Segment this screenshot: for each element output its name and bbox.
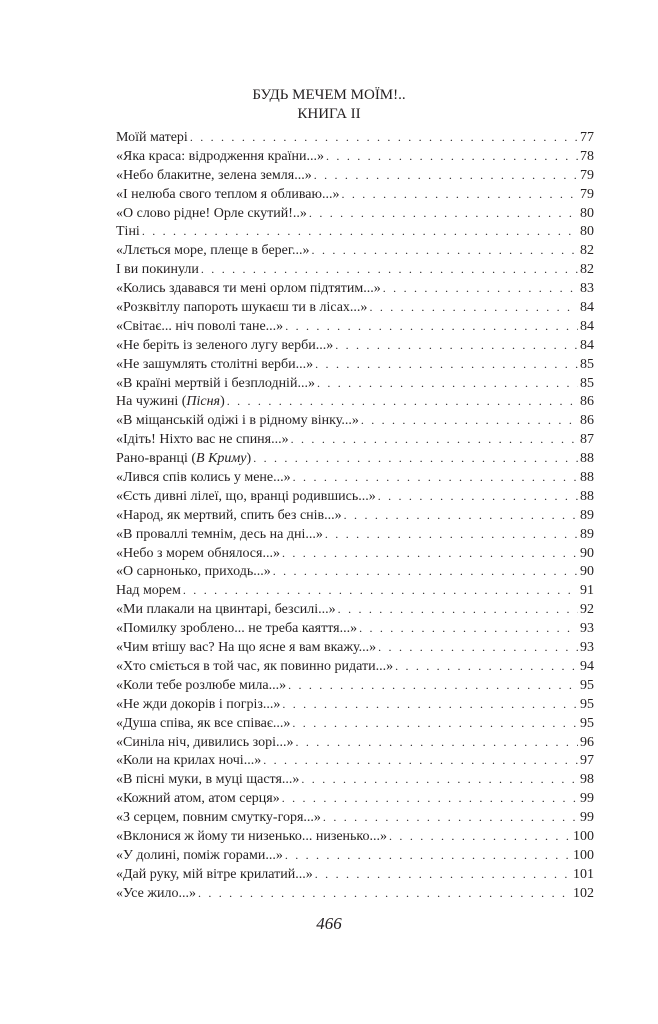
toc-entry xyxy=(116,808,594,827)
dot-leader xyxy=(323,808,578,827)
toc-entry xyxy=(116,411,594,430)
toc-entry xyxy=(116,204,594,223)
toc-entry-title: «В проваллі темнім, десь на дні...» xyxy=(116,526,323,542)
dot-leader xyxy=(291,430,578,449)
dot-leader xyxy=(369,298,578,317)
dot-leader xyxy=(190,128,578,147)
toc-entry-title: «Небо блакитне, зелена земля...» xyxy=(116,167,312,183)
toc-entry-title: Тіні xyxy=(116,224,140,240)
toc-entry-page: 80 xyxy=(580,205,594,221)
toc-entry xyxy=(116,355,594,374)
toc-entry-page: 98 xyxy=(580,772,594,788)
toc-entry-title: «О слово рідне! Орле скутий!..» xyxy=(116,205,307,221)
dot-leader xyxy=(383,279,578,298)
toc-entry-page: 100 xyxy=(573,828,594,844)
toc-entry-page: 93 xyxy=(580,621,594,637)
toc-entry-title: «В пісні муки, в муці щастя...» xyxy=(116,772,300,788)
toc-entry xyxy=(116,336,594,355)
toc-entry xyxy=(116,884,594,903)
toc-entry-title: «Народ, як мертвий, спить без снів...» xyxy=(116,507,342,523)
toc-entry xyxy=(116,430,594,449)
toc-entry-page: 97 xyxy=(580,753,594,769)
dot-leader xyxy=(361,411,578,430)
toc-entry xyxy=(116,846,594,865)
toc-entry xyxy=(116,638,594,657)
dot-leader xyxy=(295,733,578,752)
dot-leader xyxy=(378,638,578,657)
toc-entry xyxy=(116,317,594,336)
toc-entry xyxy=(116,676,594,695)
toc-entry-page: 80 xyxy=(580,224,594,240)
toc-entry-title: Рано-вранці (В Криму) xyxy=(116,451,252,467)
dot-leader xyxy=(253,449,578,468)
toc-entry-page: 95 xyxy=(580,696,594,712)
section-subtitle: КНИГА ІІ xyxy=(297,106,361,122)
toc-entry xyxy=(116,714,594,733)
toc-entry-title: «Яка краса: відродження країни...» xyxy=(116,148,325,164)
toc-entry xyxy=(116,468,594,487)
dot-leader xyxy=(326,147,578,166)
dot-leader xyxy=(317,374,578,393)
toc-entry-title: «Ідіть! Ніхто вас не спиня...» xyxy=(116,432,289,448)
toc-entry xyxy=(116,374,594,393)
toc-entry-title: «В міщанській одіжі і в рідному вінку...» xyxy=(116,413,359,429)
toc-entry-page: 90 xyxy=(580,564,594,580)
toc-entry-title: І ви покинули xyxy=(116,262,199,278)
dot-leader xyxy=(282,789,578,808)
toc-entry xyxy=(116,544,594,563)
toc-entry xyxy=(116,695,594,714)
toc-entry-title: «Ллється море, плеще в берег...» xyxy=(116,243,310,259)
toc-entry-page: 84 xyxy=(580,337,594,353)
toc-entry-page: 94 xyxy=(580,658,594,674)
toc-entry xyxy=(116,562,594,581)
section-heading xyxy=(0,86,658,124)
dot-leader xyxy=(325,525,578,544)
toc-entry-title: «Хто сміється в той час, як повинно ридати...» xyxy=(116,658,394,674)
toc-entry xyxy=(116,865,594,884)
dot-leader xyxy=(315,865,571,884)
section-title: БУДЬ МЕЧЕМ МОЇМ!.. xyxy=(252,87,406,103)
toc-entry-title: «Не жди докорів і погріз...» xyxy=(116,696,281,712)
toc-entry-title: «Лився спів колись у мене...» xyxy=(116,470,291,486)
toc-entry-title: «Коли на крилах ночі...» xyxy=(116,753,262,769)
toc-entry-page: 83 xyxy=(580,281,594,297)
table-of-contents xyxy=(116,128,594,903)
dot-leader xyxy=(359,619,578,638)
toc-entry-title: «У долині, поміж горами...» xyxy=(116,847,283,863)
toc-entry-title: «Єсть дивні лілеї, що, вранці родившись...» xyxy=(116,488,376,504)
dot-leader xyxy=(292,714,578,733)
toc-entry-page: 100 xyxy=(573,847,594,863)
dot-leader xyxy=(344,506,578,525)
toc-entry xyxy=(116,222,594,241)
toc-entry-title: «Вклонися ж йому ти низенько... низенько...» xyxy=(116,828,388,844)
toc-entry-title: «О сарнонько, приходь...» xyxy=(116,564,271,580)
dot-leader xyxy=(314,166,578,185)
dot-leader xyxy=(341,185,578,204)
dot-leader xyxy=(301,770,578,789)
toc-entry-title: «Ми плакали на цвинтарі, безсилі...» xyxy=(116,602,336,618)
toc-entry xyxy=(116,827,594,846)
dot-leader xyxy=(335,336,578,355)
toc-entry xyxy=(116,657,594,676)
toc-entry xyxy=(116,789,594,808)
toc-entry-page: 96 xyxy=(580,734,594,750)
dot-leader xyxy=(285,317,578,336)
dot-leader xyxy=(389,827,571,846)
toc-entry-page: 77 xyxy=(580,130,594,145)
toc-entry xyxy=(116,128,594,147)
toc-entry xyxy=(116,600,594,619)
toc-entry xyxy=(116,770,594,789)
dot-leader xyxy=(338,600,578,619)
toc-entry-title: «Не зашумлять столітні верби...» xyxy=(116,356,314,372)
toc-entry-title: «Коли тебе розлюбе мила...» xyxy=(116,677,287,693)
toc-entry-title: «Чим втішу вас? На що ясне я вам вкажу...» xyxy=(116,640,377,656)
toc-entry-page: 92 xyxy=(580,602,594,618)
toc-entry-page: 91 xyxy=(580,583,594,599)
toc-entry xyxy=(116,487,594,506)
dot-leader xyxy=(315,355,578,374)
toc-entry-title: «Синіла ніч, дивились зорі...» xyxy=(116,734,294,750)
toc-entry xyxy=(116,392,594,411)
toc-entry-title: «Дай руку, мій вітре крилатий...» xyxy=(116,866,313,882)
toc-entry-page: 86 xyxy=(580,394,594,410)
toc-entry xyxy=(116,525,594,544)
toc-entry-title: «Усе жило...» xyxy=(116,885,196,901)
toc-entry-title: «І нелюба свого теплом я обливаю...» xyxy=(116,186,340,202)
toc-entry-title: «В країні мертвій і безплодній...» xyxy=(116,375,315,391)
toc-entry-page: 78 xyxy=(580,148,594,164)
toc-entry xyxy=(116,619,594,638)
page-number: 466 xyxy=(316,914,342,933)
toc-entry-page: 102 xyxy=(573,885,594,901)
toc-entry xyxy=(116,733,594,752)
toc-entry-page: 84 xyxy=(580,300,594,316)
dot-leader xyxy=(282,695,578,714)
toc-entry-page: 95 xyxy=(580,677,594,693)
dot-leader xyxy=(288,676,578,695)
dot-leader xyxy=(395,657,578,676)
toc-entry-page: 86 xyxy=(580,413,594,429)
toc-entry-page: 89 xyxy=(580,526,594,542)
toc-entry-title: «З серцем, повним смутку-горя...» xyxy=(116,810,321,826)
toc-entry-page: 87 xyxy=(580,432,594,448)
toc-entry-page: 88 xyxy=(580,451,594,467)
toc-entry-page: 99 xyxy=(580,791,594,807)
toc-entry-page: 79 xyxy=(580,186,594,202)
toc-entry-title: «Світає... ніч поволі тане...» xyxy=(116,318,284,334)
toc-entry-page: 90 xyxy=(580,545,594,561)
toc-entry xyxy=(116,279,594,298)
toc-entry xyxy=(116,241,594,260)
toc-entry-page: 89 xyxy=(580,507,594,523)
toc-entry xyxy=(116,581,594,600)
dot-leader xyxy=(312,241,578,260)
toc-entry-title: Моїй матері xyxy=(116,130,188,145)
toc-entry-page: 85 xyxy=(580,375,594,391)
toc-entry-page: 88 xyxy=(580,488,594,504)
toc-entry-page: 84 xyxy=(580,318,594,334)
toc-entry xyxy=(116,147,594,166)
toc-entry-title: Над морем xyxy=(116,583,181,599)
toc-entry-title: «Не беріть із зеленого лугу верби...» xyxy=(116,337,334,353)
dot-leader xyxy=(282,544,578,563)
dot-leader xyxy=(273,562,578,581)
dot-leader xyxy=(227,392,578,411)
dot-leader xyxy=(378,487,578,506)
toc-entry-title: «Колись здавався ти мені орлом підтятим...» xyxy=(116,281,381,297)
dot-leader xyxy=(309,204,578,223)
toc-entry-page: 99 xyxy=(580,810,594,826)
toc-entry-title: «Небо з морем обнялося...» xyxy=(116,545,280,561)
dot-leader xyxy=(201,260,578,279)
toc-entry xyxy=(116,260,594,279)
toc-entry-page: 85 xyxy=(580,356,594,372)
toc-entry-title: «Душа співа, як все співає...» xyxy=(116,715,291,731)
dot-leader xyxy=(183,581,578,600)
dot-leader xyxy=(198,884,571,903)
toc-entry xyxy=(116,185,594,204)
toc-entry-page: 101 xyxy=(573,866,594,882)
dot-leader xyxy=(142,222,578,241)
toc-entry xyxy=(116,751,594,770)
toc-entry-page: 93 xyxy=(580,640,594,656)
toc-entry xyxy=(116,166,594,185)
toc-entry-page: 82 xyxy=(580,262,594,278)
dot-leader xyxy=(263,751,578,770)
toc-entry-title: «Кожний атом, атом серця» xyxy=(116,791,280,807)
toc-entry-title: «Розквітлу папороть шукаєш ти в лісах...» xyxy=(116,300,368,316)
toc-entry-page: 88 xyxy=(580,470,594,486)
toc-entry xyxy=(116,298,594,317)
toc-entry-title: «Помилку зроблено... не треба каяття...» xyxy=(116,621,358,637)
dot-leader xyxy=(285,846,571,865)
toc-entry-page: 82 xyxy=(580,243,594,259)
dot-leader xyxy=(293,468,578,487)
toc-entry-page: 79 xyxy=(580,167,594,183)
toc-entry xyxy=(116,506,594,525)
toc-entry-page: 95 xyxy=(580,715,594,731)
toc-entry xyxy=(116,449,594,468)
toc-entry-title: На чужині (Пісня) xyxy=(116,394,225,410)
